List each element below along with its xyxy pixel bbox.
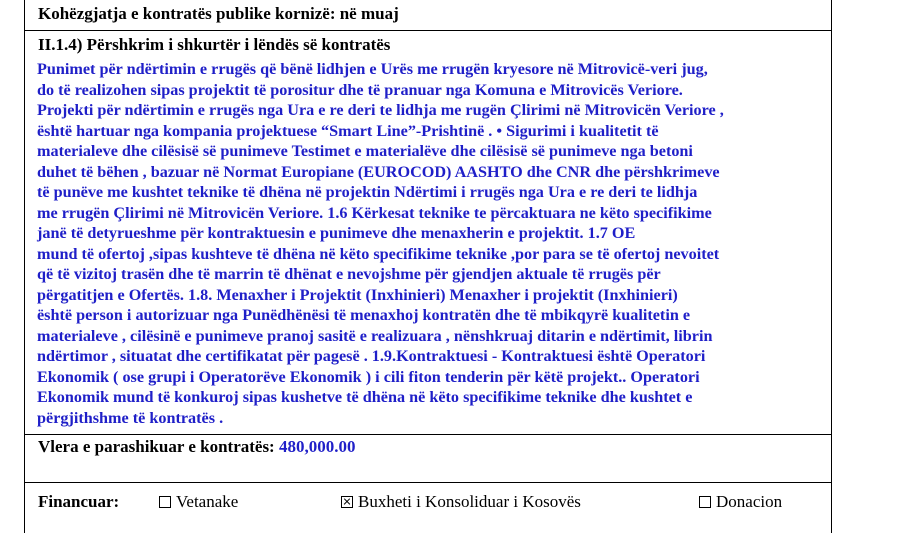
financing-option-vetanake[interactable] xyxy=(159,492,238,512)
option-label: Buxheti i Konsoliduar i Kosovës xyxy=(358,492,581,511)
divider xyxy=(25,482,831,483)
estimated-value-label: Vlera e parashikuar e kontratës: xyxy=(38,437,275,456)
divider xyxy=(25,434,831,435)
contract-timeframe-row: Kohëzgjatja e kontratës publike kornizë: në muaj xyxy=(38,4,399,23)
contract-description: Punimet për ndërtimin e rrugës që bënë lidhjen e Urës me rrugën kryesore në Mitrovicë-veri jug, do të realizohen sipas projektit të porositur dhe të pranuar nga Komuna e Mitrovicës Veriore. Projekti për ndërtimin e rrugës nga Ura e re deri te lidhja me rugën Çlirimi në Mitrovicën Veriore , është hartuar nga kompania projektuese “Smart Line”-Prishtinë . • Sigurimi i kualitetit të materialeve dhe cilësisë së punimeve Testimet e materialëve dhe cilësisë së punimeve nga betoni duhet të bëhen , bazuar në Normat Europiane (EUROCOD) AASHTO dhe CNR dhe përshkrimeve të punëve me kushtet teknike të dhëna në projektin Ndërtimi i rrugës nga Ura e re deri te lidhja me rrugën Çlirimi në Mitrovicën Veriore. 1.6 Kërkesat teknike te përcaktuara ne këto specifikime janë të detyrueshme për kontraktuesin e punimeve dhe menaxherin e projektit. 1.7 OE mund të ofertoj ,sipas kushteve të dhëna në këto specifikime teknike ,por para se të ofertoj nevoitet që të vizitoj trasën dhe të marrin të dhënat e nevojshme për gjendjen aktuale të rrugës për përgatitjen e Ofertës. 1.8. Menaxher i Projektit (Inxhinieri) Menaxher i projektit (Inxhinieri) është person i autorizuar nga Punëdhënësi të menaxhoj kontratën dhe të mbikqyrë kualitetin e materialeve , cilësinë e punimeve pranoj sasitë e realizuara , nënshkruaj ditarin e ndërtimit, librin ndërtimor , situatat dhe certifikatat për pagesë . 1.9.Kontraktuesi - Kontraktuesi është Operatori Ekonomik ( ose grupi i Operatorëve Ekonomik ) i cili fiton tenderin për këtë projekt.. Operatori Ekonomik mund të konkuroj sipas kushetve të dhëna në këto specifikime teknike dhe kushtet e përgjithshme të kontratës . xyxy=(37,60,724,427)
checkbox-checked-icon[interactable] xyxy=(341,496,353,508)
form-frame xyxy=(24,0,832,533)
option-label: Vetanake xyxy=(176,492,239,511)
estimated-value-amount: 480,000.00 xyxy=(278,437,356,456)
checkbox-unchecked-icon[interactable] xyxy=(159,496,171,508)
financing-option-buxheti[interactable] xyxy=(341,492,581,512)
estimated-value-row xyxy=(38,437,831,457)
financing-option-donacion[interactable] xyxy=(699,492,782,512)
divider xyxy=(25,30,831,31)
section-title: II.1.4) Përshkrim i shkurtër i lëndës së kontratës xyxy=(38,35,391,54)
option-label: Donacion xyxy=(716,492,783,511)
checkbox-unchecked-icon[interactable] xyxy=(699,496,711,508)
financing-label: Financuar: xyxy=(38,492,120,511)
